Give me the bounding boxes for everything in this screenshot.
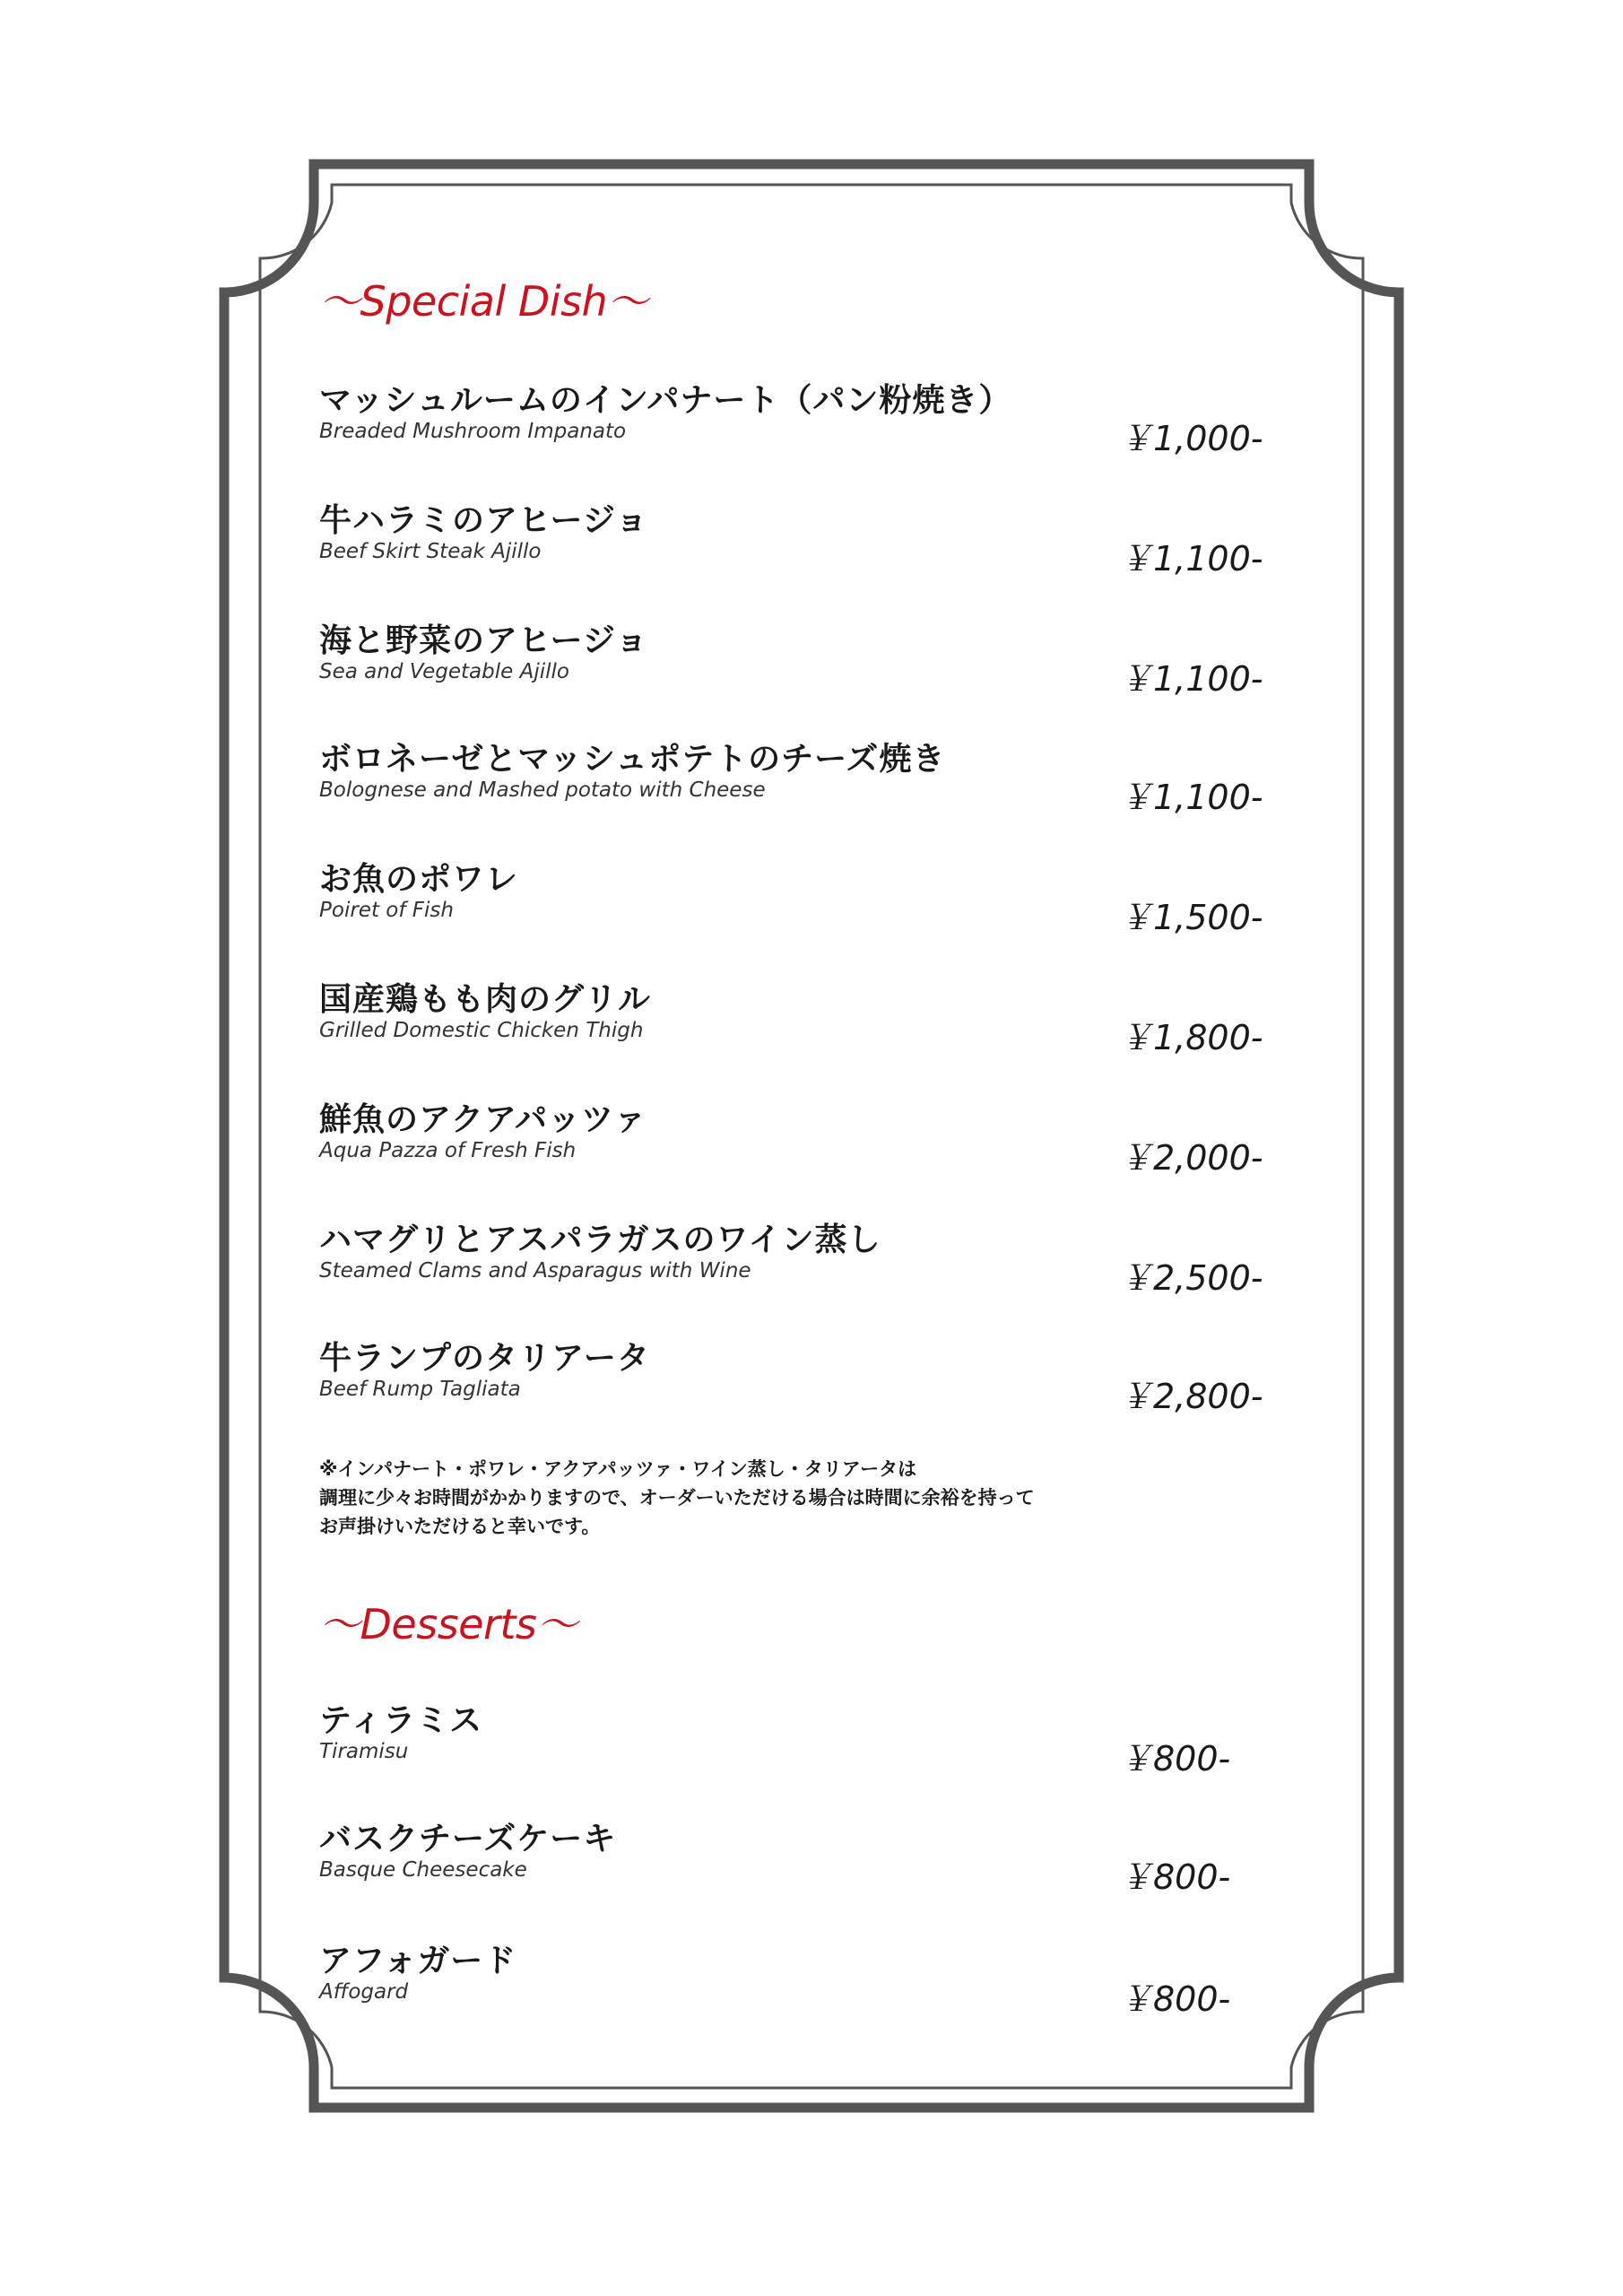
menu-item <box>319 1935 1270 2034</box>
item-name-jp: 国産鶏もも肉のグリル <box>319 981 652 1018</box>
item-name-en: Basque Cheesecake <box>319 1858 527 1882</box>
item-name-jp: 鮮魚のアクアパッツァ <box>319 1101 647 1138</box>
menu-item <box>319 375 1270 474</box>
item-price: ￥2,500- <box>1119 1258 1263 1298</box>
note-line: 調理に少々お時間がかかりますので、オーダーいただける場合は時間に余裕を持って <box>319 1487 1035 1509</box>
menu-item <box>319 1333 1270 1431</box>
menu-item <box>319 1695 1270 1794</box>
menu-item <box>319 974 1270 1073</box>
item-name-jp: 牛ハラミのアヒージョ <box>319 502 649 539</box>
item-name-jp: ボロネーゼとマッシュポテトのチーズ焼き <box>319 741 946 778</box>
item-name-en: Affogard <box>319 1980 409 2004</box>
item-price: ￥800- <box>1119 1857 1231 1897</box>
item-price: ￥800- <box>1119 1979 1231 2019</box>
item-name-jp: 海と野菜のアヒージョ <box>319 622 649 659</box>
item-price: ￥1,000- <box>1119 419 1263 458</box>
special-dish-title: 〜Special Dish〜 <box>319 277 648 326</box>
item-name-en: Steamed Clams and Asparagus with Wine <box>319 1259 751 1283</box>
cooking-time-note <box>319 1455 1270 1541</box>
item-price: ￥1,800- <box>1119 1018 1263 1057</box>
item-name-en: Beef Skirt Steak Ajillo <box>319 540 542 563</box>
menu-item <box>319 1813 1270 1912</box>
item-name-en: Beef Rump Tagliata <box>319 1378 521 1401</box>
item-name-en: Breaded Mushroom Impanato <box>319 420 627 443</box>
item-price: ￥1,100- <box>1119 539 1263 578</box>
item-name-jp: ティラミス <box>319 1702 483 1739</box>
item-name-jp: ハマグリとアスパラガスのワイン蒸し <box>319 1222 881 1258</box>
item-price: ￥1,100- <box>1119 778 1263 817</box>
item-name-jp: 牛ランプのタリアータ <box>319 1340 650 1377</box>
item-name-jp: アフォガード <box>319 1943 517 1979</box>
item-name-jp: バスクチーズケーキ <box>319 1821 617 1857</box>
menu-item <box>319 615 1270 714</box>
item-name-jp: お魚のポワレ <box>319 861 519 898</box>
item-name-en: Bolognese and Mashed potato with Cheese <box>319 778 766 802</box>
item-name-en: Aqua Pazza of Fresh Fish <box>319 1139 577 1162</box>
item-name-en: Tiramisu <box>319 1740 409 1763</box>
item-price: ￥1,500- <box>1119 898 1263 937</box>
item-price: ￥1,100- <box>1119 659 1263 699</box>
item-name-en: Sea and Vegetable Ajillo <box>319 660 569 683</box>
item-name-jp: マッシュルームのインパナート（パン粉焼き） <box>319 382 1012 419</box>
note-line: お声掛けいただけると幸いです。 <box>319 1516 601 1537</box>
item-name-en: Poiret of Fish <box>319 899 454 922</box>
menu-item <box>319 1214 1270 1313</box>
menu-item <box>319 854 1270 952</box>
item-price: ￥800- <box>1119 1739 1231 1779</box>
note-line: ※インパナート・ポワレ・アクアパッツァ・ワイン蒸し・タリアータは <box>319 1458 917 1480</box>
item-price: ￥2,800- <box>1119 1377 1263 1416</box>
menu-item <box>319 495 1270 594</box>
menu-item <box>319 734 1270 832</box>
item-name-en: Grilled Domestic Chicken Thigh <box>319 1019 644 1042</box>
item-price: ￥2,000- <box>1119 1138 1263 1178</box>
desserts-title: 〜Desserts〜 <box>319 1600 577 1648</box>
menu-item <box>319 1094 1270 1193</box>
